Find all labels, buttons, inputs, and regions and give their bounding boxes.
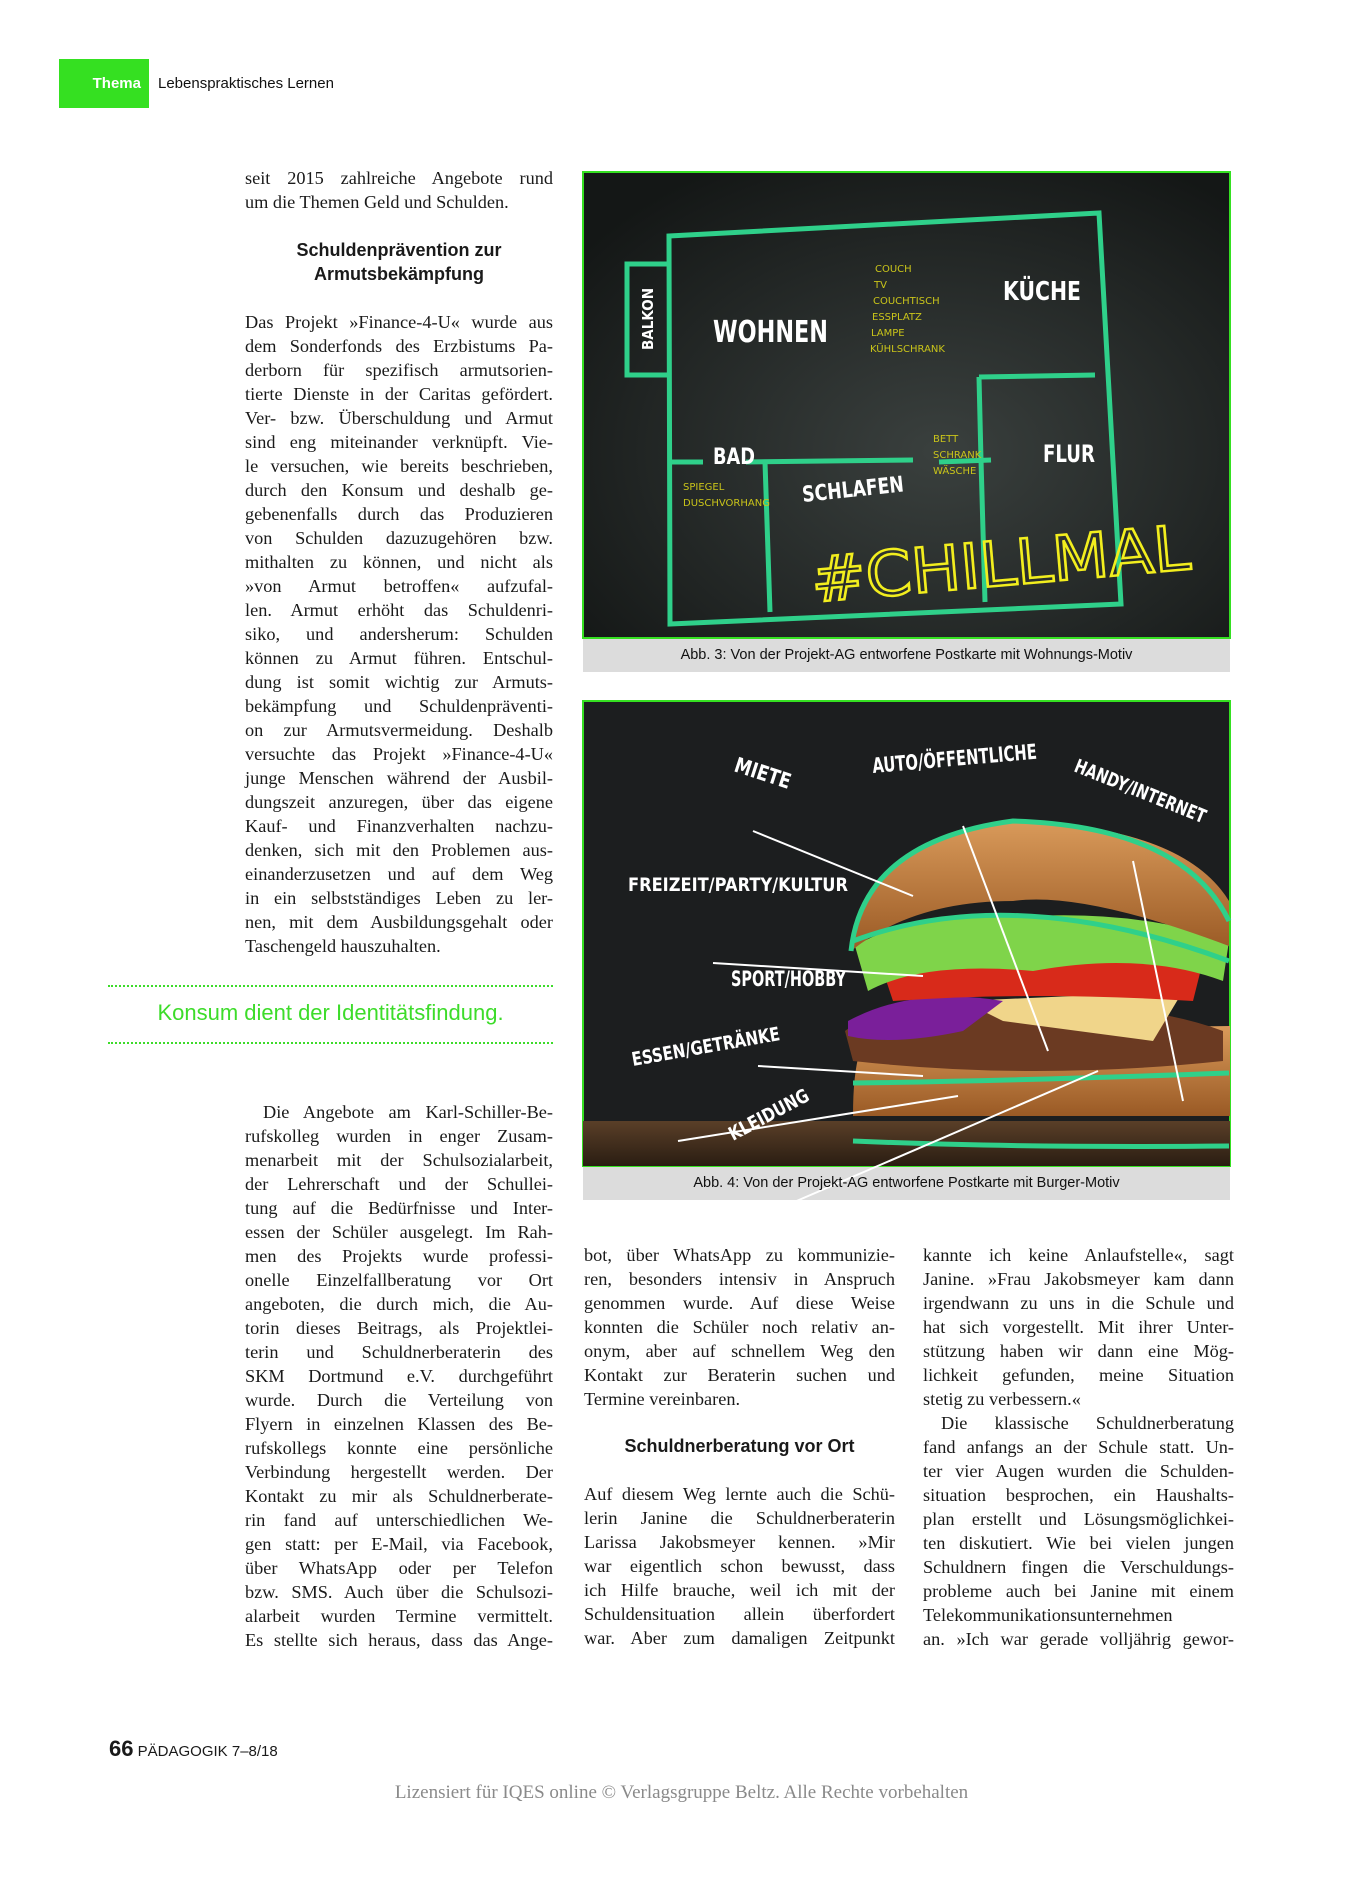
right-paragraph-2 — [923, 1411, 1234, 1651]
text-line: gebenenfalls durch das Produzieren — [245, 504, 553, 524]
text-line: alarbeit wurden Termine vermittelt. — [245, 1606, 553, 1626]
text-line: Kontakt zur Beraterin suchen und — [584, 1365, 895, 1385]
burger-label-sport: SPORT/HOBBY — [731, 967, 847, 991]
text-line: kannte ich keine Anlaufstelle«, sagt — [923, 1245, 1234, 1265]
text-line: durch den Konsum und deshalb ge- — [245, 480, 553, 500]
burger-label-auto: AUTO/ÖFFENTLICHE — [871, 733, 1107, 778]
checklist-item: ESSPLATZ — [872, 312, 922, 323]
checklist-item: SPIEGEL — [683, 482, 725, 493]
text-line: hat sich vorgestellt. Mit ihrer Unter- — [923, 1317, 1234, 1337]
text-line: tierte Dienste in der Caritas gefördert. — [245, 384, 553, 404]
section-heading-schuldnerberatung: Schuldnerberatung vor Ort — [624, 1436, 855, 1456]
text-line: dung ist somit wichtig zur Armuts- — [245, 672, 553, 692]
rubric-title: Lebenspraktisches Lernen — [158, 75, 334, 92]
checklist-item: SCHRANK — [933, 450, 982, 461]
middle-paragraph-1 — [584, 1243, 895, 1411]
text-line: war. Aber zum damaligen Zeitpunkt — [584, 1628, 895, 1648]
text-line: »von Armut betroffen« aufzufal- — [245, 576, 553, 596]
burger-label-kleidung: KLEIDUNG — [725, 1074, 833, 1146]
text-line: ich Hilfe brauche, weil ich mit der — [584, 1580, 895, 1600]
text-line: wurde. Durch die Verteilung von — [245, 1390, 553, 1410]
page-footer — [109, 1736, 278, 1762]
hashtag-chillmal: #CHILLMAL — [807, 512, 1173, 617]
section-tag: Thema — [59, 59, 149, 108]
text-line: ren, besonders intensiv in Anspruch — [584, 1269, 895, 1289]
text-line: plan erstellt und Lösungsmöglichkei- — [923, 1509, 1234, 1529]
pull-quote-text: Konsum dient der Identitätsfindung. — [157, 1000, 504, 1025]
burger-label-essen: ESSEN/GETRÄNKE — [630, 1016, 821, 1071]
text-line: lerin Janine die Schuldnerberaterin — [584, 1508, 895, 1528]
text-line: ter vier Augen wurden die Schulden- — [923, 1461, 1234, 1481]
text-line: derborn für spezifisch armutsorien- — [245, 360, 553, 380]
text-line: rin fand auf unterschiedlichen We- — [245, 1510, 553, 1530]
apartment-plan-illustration — [583, 172, 1230, 638]
text-line: bot, über WhatsApp zu kommunizie- — [584, 1245, 895, 1265]
text-line: Flyern in einzelnen Klassen des Be- — [245, 1414, 553, 1434]
text-line: essen der Schüler ausgelegt. Im Rah- — [245, 1222, 553, 1242]
text-line: on zur Armutsvermeidung. Deshalb — [245, 720, 553, 740]
checklist-item: BETT — [933, 434, 959, 445]
checklist-item: TV — [874, 280, 887, 291]
room-label-bad: BAD — [713, 445, 755, 470]
text-line: von Schulden dazuzugehören bzw. — [245, 528, 553, 548]
figure-4-caption: Abb. 4: Von der Projekt-AG entworfene Postkarte mit Burger-Motiv — [583, 1166, 1230, 1200]
text-line: können zu Armut führen. Entschul- — [245, 648, 553, 668]
figure-apartment-postcard — [583, 172, 1230, 672]
text-line: Termine vereinbaren. — [584, 1389, 741, 1409]
text-line: menarbeit mit der Schulsozialarbeit, — [245, 1150, 553, 1170]
burger-label-handy: HANDY/INTERNET — [1071, 755, 1253, 846]
text-line: konnten die Schüler noch relativ an- — [584, 1317, 895, 1337]
text-line: sind eng miteinander verknüpft. Vie- — [245, 432, 553, 452]
text-line: der Lehrerschaft und der Schullei- — [245, 1174, 553, 1194]
text-line: terin und Schuldnerberaterin des — [245, 1342, 553, 1362]
text-line: um die Themen Geld und Schulden. — [245, 192, 509, 212]
text-line: SKM Dortmund e.V. durchgeführt — [245, 1366, 553, 1386]
figure-burger-postcard — [583, 701, 1253, 1200]
burger-illustration — [583, 701, 1253, 1166]
text-line: Verbindung hergestellt werden. Der — [245, 1462, 553, 1482]
journal-issue: PÄDAGOGIK 7–8/18 — [137, 1743, 278, 1760]
middle-paragraph-2 — [584, 1482, 895, 1650]
text-line: Die klassische Schuldnerberatung — [941, 1413, 1234, 1433]
text-line: tung auf die Bedürfnisse und Inter- — [245, 1198, 553, 1218]
figure-3-caption: Abb. 3: Von der Projekt-AG entworfene Postkarte mit Wohnungs-Motiv — [583, 638, 1230, 672]
text-line: dem Sonderfonds des Erzbistums Pa- — [245, 336, 553, 356]
text-line: junge Menschen während der Ausbil- — [245, 768, 553, 788]
left-paragraph-2 — [245, 1100, 553, 1652]
text-line: Taschengeld hauszuhalten. — [245, 936, 441, 956]
text-line: bzw. SMS. Auch über die Schulsozi- — [245, 1582, 553, 1602]
section-heading-schuldenpraevention — [245, 238, 553, 286]
text-line: onelle Einzelfallberatung vor Ort — [245, 1270, 553, 1290]
burger-label-freizeit: FREIZEIT/PARTY/KULTUR — [628, 874, 849, 896]
text-line: versuchte das Projekt »Finance-4-U« — [245, 744, 553, 764]
text-line: denken, sich mit den Problemen aus- — [245, 840, 553, 860]
text-line: Das Projekt »Finance-4-U« wurde aus — [245, 312, 553, 332]
text-line: Es stellte sich heraus, dass das Ange- — [245, 1630, 553, 1650]
text-line: seit 2015 zahlreiche Angebote rund — [245, 168, 553, 188]
text-line: onym, aber auf schnellem Weg den — [584, 1341, 895, 1361]
text-line: Telekommunikationsunternehmen — [923, 1605, 1173, 1625]
checklist-item: DUSCHVORHANG — [683, 498, 770, 509]
text-line: Die Angebote am Karl-Schiller-Be- — [263, 1102, 553, 1122]
text-line: gen statt: per E-Mail, via Facebook, — [245, 1534, 553, 1554]
text-line: Kauf- und Finanzverhalten nachzu- — [245, 816, 553, 836]
text-line: stetig zu verbessern.« — [923, 1389, 1081, 1409]
heading-line: Schuldenprävention zur — [296, 240, 502, 260]
text-line: men des Projekts wurde professi- — [245, 1246, 553, 1266]
text-line: situation besprochen, ein Haushalts- — [923, 1485, 1234, 1505]
page-number: 66 — [109, 1736, 134, 1761]
text-line: siko, und andersherum: Schulden — [245, 624, 553, 644]
text-line: mithalten zu können, und nicht als — [245, 552, 553, 572]
left-column-intro — [245, 166, 553, 214]
text-line: Janine. »Frau Jakobsmeyer kam dann — [923, 1269, 1234, 1289]
checklist-item: WÄSCHE — [933, 466, 977, 477]
pull-quote — [108, 985, 553, 1044]
text-line: angeboten, die durch mich, die Au- — [245, 1294, 553, 1314]
text-line: Schuldnern fingen die Verschuldungs- — [923, 1557, 1234, 1577]
heading-line: Armutsbekämpfung — [313, 264, 484, 284]
text-line: einanderzusetzen und auf dem Weg — [245, 864, 553, 884]
text-line: ten diskutiert. Wie bei vielen jungen — [923, 1533, 1234, 1553]
room-label-flur: FLUR — [1043, 440, 1095, 468]
text-line: probleme auch bei Janine mit einem — [923, 1581, 1234, 1601]
checklist-item: LAMPE — [871, 328, 905, 339]
text-line: Schuldensituation allein überfordert — [584, 1604, 895, 1624]
checklist-item: KÜHLSCHRANK — [870, 344, 945, 355]
text-line: Larissa Jakobsmeyer kennen. »Mir — [584, 1532, 895, 1552]
text-line: nen, mit dem Ausbildungsgehalt oder — [245, 912, 553, 932]
text-line: le versuchen, wie bereits beschrieben, — [245, 456, 553, 476]
checklist-item: COUCH — [875, 264, 912, 275]
text-line: bekämpfung und Schuldenpräventi- — [245, 696, 553, 716]
checklist-item: COUCHTISCH — [873, 296, 940, 307]
text-line: stützung haben wir dann eine Mög- — [923, 1341, 1234, 1361]
text-line: war eigentlich schon bewusst, dass — [584, 1556, 895, 1576]
right-paragraph-1 — [923, 1243, 1234, 1411]
room-label-schlafen: SCHLAFEN — [801, 469, 933, 508]
text-line: in ein selbstständiges Leben zu ler- — [245, 888, 553, 908]
text-line: Auf diesem Weg lernte auch die Schü- — [584, 1484, 895, 1504]
text-line: Ver- bzw. Überschuldung und Armut — [245, 408, 553, 428]
room-label-kueche: KÜCHE — [1003, 277, 1103, 307]
text-line: Kontakt zu mir als Schuldnerberate- — [245, 1486, 553, 1506]
text-line: len. Armut erhöht das Schuldenri- — [245, 600, 553, 620]
text-line: lichkeit gefunden, meine Situation — [923, 1365, 1234, 1385]
text-line: dungszeit anzuregen, über das eigene — [245, 792, 553, 812]
text-line: torin dieses Beitrags, als Projektlei- — [245, 1318, 553, 1338]
room-label-wohnen: WOHNEN — [713, 315, 828, 350]
left-paragraph-1 — [245, 310, 553, 958]
burger-label-miete: MIETE — [731, 752, 808, 798]
text-line: rufskolleg wurden in enger Zusam- — [245, 1126, 553, 1146]
text-line: irgendwann zu uns in die Schule und — [923, 1293, 1234, 1313]
room-label-balkon: BALKON — [639, 281, 657, 350]
text-line: an. »Ich war gerade volljährig gewor- — [923, 1629, 1234, 1649]
text-line: fand anfangs an der Schule statt. Un- — [923, 1437, 1234, 1457]
text-line: über WhatsApp oder per Telefon — [245, 1558, 553, 1578]
license-notice: Lizensiert für IQES online © Verlagsgruppe Beltz. Alle Rechte vorbehalten — [394, 1782, 969, 1803]
text-line: rufskollegs konnte eine persönliche — [245, 1438, 553, 1458]
text-line: genommen wurde. Auf diese Weise — [584, 1293, 895, 1313]
